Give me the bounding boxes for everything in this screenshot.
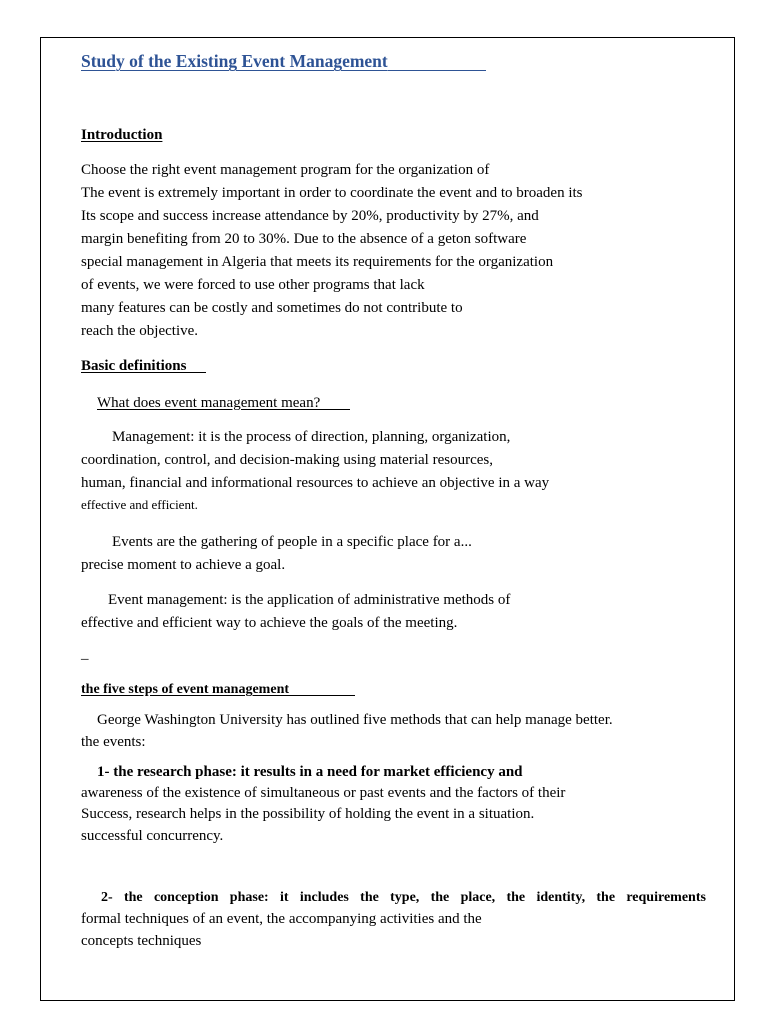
management-line: effective and efficient. bbox=[81, 497, 198, 512]
conception-word: type, bbox=[390, 890, 420, 905]
intro-line: of events, we were forced to use other programs that lack bbox=[81, 277, 425, 293]
conception-word: the bbox=[506, 890, 526, 905]
management-line: coordination, control, and decision-making using material resources, bbox=[81, 452, 493, 468]
research-line: successful concurrency. bbox=[81, 828, 224, 844]
conception-word: 2- bbox=[101, 890, 113, 905]
introduction-heading: Introduction bbox=[81, 127, 163, 143]
event-management-line: Event management: is the application of administrative methods of bbox=[108, 592, 511, 608]
intro-line: The event is extremely important in order to coordinate the event and to broaden its bbox=[81, 185, 583, 201]
five-steps-intro-line: George Washington University has outlined five methods that can help manage better. bbox=[97, 712, 613, 728]
five-steps-underline-tail bbox=[289, 694, 355, 696]
event-management-line: effective and efficient way to achieve the goals of the meeting. bbox=[81, 615, 458, 631]
conception-word: conception bbox=[153, 890, 219, 905]
conception-word: includes bbox=[299, 890, 349, 905]
document-title-line bbox=[81, 52, 486, 72]
conception-word: identity, bbox=[536, 890, 586, 905]
conception-phase-title bbox=[101, 889, 706, 907]
management-line: human, financial and informational resources to achieve an objective in a way bbox=[81, 475, 550, 491]
intro-line: Choose the right event management program for the organization of bbox=[81, 162, 490, 178]
intro-line: special management in Algeria that meets its requirements for the organization bbox=[81, 254, 554, 270]
conception-word: the bbox=[596, 890, 616, 905]
conception-word: requirements bbox=[626, 890, 706, 905]
events-line: precise moment to achieve a goal. bbox=[81, 557, 286, 573]
conception-line: concepts techniques bbox=[81, 933, 202, 949]
conception-word: it bbox=[280, 890, 289, 905]
dash-mark: – bbox=[81, 651, 89, 667]
management-line: Management: it is the process of direction, planning, organization, bbox=[112, 429, 511, 445]
research-line: awareness of the existence of simultaneous or past events and the factors of their bbox=[81, 785, 566, 801]
intro-line: margin benefiting from 20 to 30%. Due to the absence of a geton software bbox=[81, 231, 527, 247]
document-title: Study of the Existing Event Management bbox=[81, 51, 388, 71]
basic-definitions-heading-line bbox=[81, 357, 206, 375]
definition-question-line bbox=[97, 394, 350, 412]
five-steps-heading: the five steps of event management bbox=[81, 682, 290, 697]
intro-line: Its scope and success increase attendance by 20%, productivity by 27%, and bbox=[81, 208, 539, 224]
question-underline-tail bbox=[320, 408, 350, 410]
definition-question: What does event management mean? bbox=[97, 395, 321, 411]
conception-word: the bbox=[430, 890, 450, 905]
five-steps-intro-line: the events: bbox=[81, 734, 146, 750]
five-steps-heading-line bbox=[81, 680, 355, 699]
intro-line: reach the objective. bbox=[81, 323, 199, 339]
conception-word: the bbox=[123, 890, 143, 905]
intro-line: many features can be costly and sometimes do not contribute to bbox=[81, 300, 463, 316]
research-line: Success, research helps in the possibility of holding the event in a situation. bbox=[81, 806, 535, 822]
conception-word: the bbox=[360, 890, 379, 905]
research-phase-title: 1- the research phase: it results in a need for market efficiency and bbox=[97, 764, 523, 780]
events-line: Events are the gathering of people in a specific place for a... bbox=[112, 534, 472, 550]
conception-word: place, bbox=[460, 890, 496, 905]
heading-underline-tail bbox=[186, 371, 206, 373]
page-border bbox=[40, 37, 735, 1001]
conception-word: phase: bbox=[229, 890, 269, 905]
conception-line: formal techniques of an event, the accompanying activities and the bbox=[81, 911, 482, 927]
title-underline-tail bbox=[388, 69, 486, 71]
basic-definitions-heading: Basic definitions bbox=[81, 358, 187, 374]
